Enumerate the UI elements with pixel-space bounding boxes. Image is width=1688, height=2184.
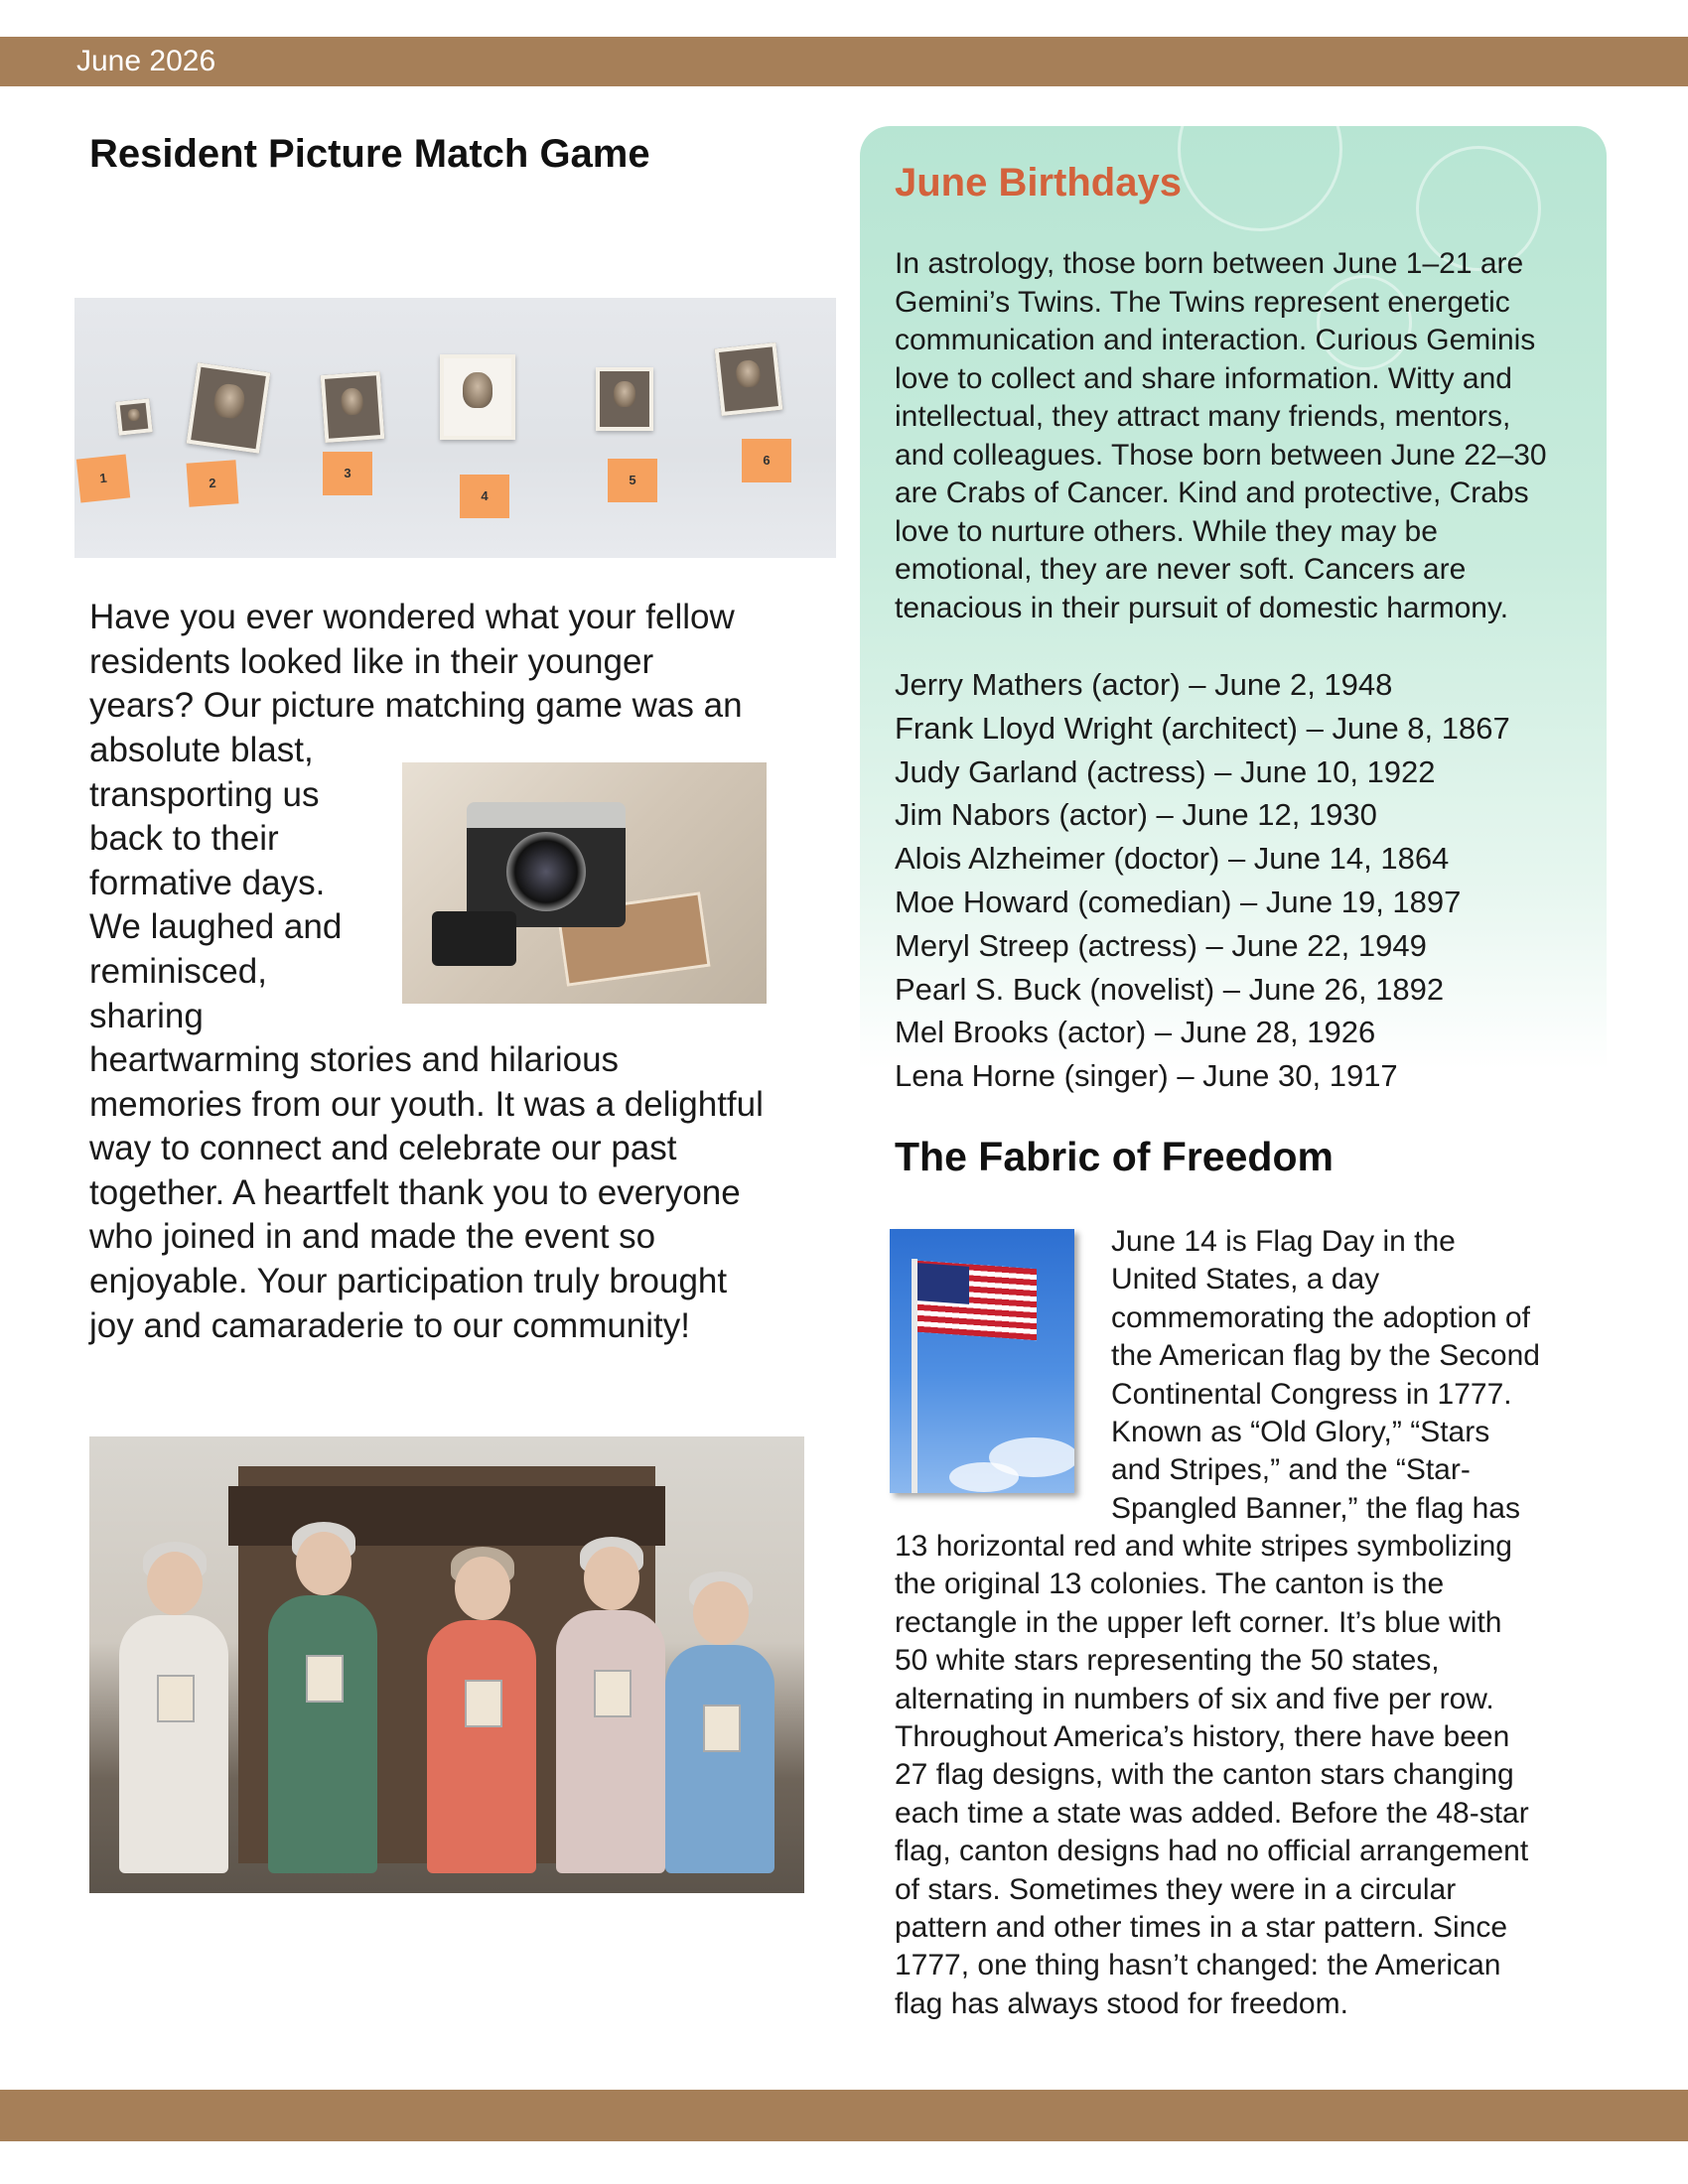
list-item: Alois Alzheimer (doctor) – June 14, 1864 (895, 841, 1450, 877)
number-tag: 6 (742, 439, 791, 482)
resident-figure (268, 1595, 377, 1873)
birthdays-title: June Birthdays (895, 161, 1182, 205)
number-tag: 1 (76, 455, 130, 503)
old-photo (596, 367, 653, 431)
old-photo (115, 398, 152, 435)
camera-lens (506, 832, 586, 911)
photo-vintage-camera (402, 762, 767, 1004)
old-photo (715, 342, 783, 416)
cloud (949, 1462, 1019, 1492)
list-item: Jerry Mathers (actor) – June 2, 1948 (895, 667, 1393, 702)
number-tag: 3 (323, 452, 372, 495)
number-tag: 2 (187, 460, 239, 506)
resident-figure (119, 1615, 228, 1873)
number-tag: 4 (460, 475, 509, 518)
resident-figure (427, 1620, 536, 1873)
old-photo (440, 354, 515, 440)
number-tag: 5 (608, 459, 657, 502)
article-paragraph-closing: heartwarming stories and hilarious memories from our youth. It was a delightful way to connect and celebrate our past together. A heartfelt thank you to everyone who joined in and made the event so enjoyable. Your participation truly brought joy and camaraderie to our community! (89, 1040, 764, 1345)
flag-canton (917, 1263, 969, 1304)
article-paragraph-wrapped: absolute blast, transporting us back to their formative days. We laughed and reminisced, sharing (89, 731, 343, 1035)
list-item: Mel Brooks (actor) – June 28, 1926 (895, 1015, 1376, 1050)
film-roll (432, 911, 516, 966)
photo-american-flag (890, 1229, 1074, 1493)
list-item: Moe Howard (comedian) – June 19, 1897 (895, 884, 1462, 919)
article-title-picture-match: Resident Picture Match Game (89, 132, 650, 176)
old-photo (321, 371, 385, 443)
resident-figure (665, 1645, 774, 1873)
list-item: Judy Garland (actress) – June 10, 1922 (895, 753, 1436, 789)
resident-figure (556, 1610, 665, 1873)
birthdays-intro: In astrology, those born between June 1–21 are Gemini’s Twins. The Twins represent energetic communication and interaction. Curious Geminis love to collect and share information. Witty and intellectual, they attract many friends, mentors, and colleagues. Those born between June 22–30 are Crabs of Cancer. Kind and protective, Crabs love to nurture others. While they may be emotional, they are never soft. Cancers are tenacious in their pursuit of domestic harmony. (895, 247, 1547, 624)
freedom-paragraph: 13 horizontal red and white stripes symbolizing the original 13 colonies. The canton is the rectangle in the upper left corner. It’s blue with 50 white stars representing the 50 states, alternating in numbers of six and five per row. Throughout America’s history, there have been 27 flag designs, with the canton stars changing each time a state was added. Before the 48-star flag, canton designs had no official arrangement of stars. Sometimes they were in a circular pattern and other times in a star pattern. Since 1777, one thing hasn’t changed: the American flag has always stood for freedom. (895, 1530, 1529, 2020)
freedom-paragraph-wrapped: June 14 is Flag Day in the United States, a day commemorating the adoption of the American flag by the Second Continental Congress in 1777. Known as “Old Glory,” “Stars and Stripes,” and the “Star- Spangled Banner,” the flag has (1111, 1225, 1540, 1525)
list-item: Lena Horne (singer) – June 30, 1917 (895, 1058, 1398, 1094)
photo-residents-group (89, 1436, 804, 1893)
article-title-freedom: The Fabric of Freedom (895, 1134, 1334, 1179)
list-item: Meryl Streep (actress) – June 22, 1949 (895, 927, 1427, 963)
photo-table-pictures (74, 298, 836, 558)
article-paragraph-intro: Have you ever wondered what your fellow residents looked like in their younger years? Our picture matching game was an (89, 598, 743, 726)
birthdays-list (895, 663, 1510, 1098)
sun-decoration (1178, 126, 1342, 231)
footer-bar (0, 2090, 1688, 2141)
list-item: Frank Lloyd Wright (architect) – June 8, 1867 (895, 710, 1510, 746)
header-bar (0, 37, 1688, 86)
old-photo (187, 362, 271, 454)
list-item: Jim Nabors (actor) – June 12, 1930 (895, 797, 1377, 833)
list-item: Pearl S. Buck (novelist) – June 26, 1892 (895, 971, 1445, 1007)
issue-date: June 2026 (76, 45, 216, 77)
